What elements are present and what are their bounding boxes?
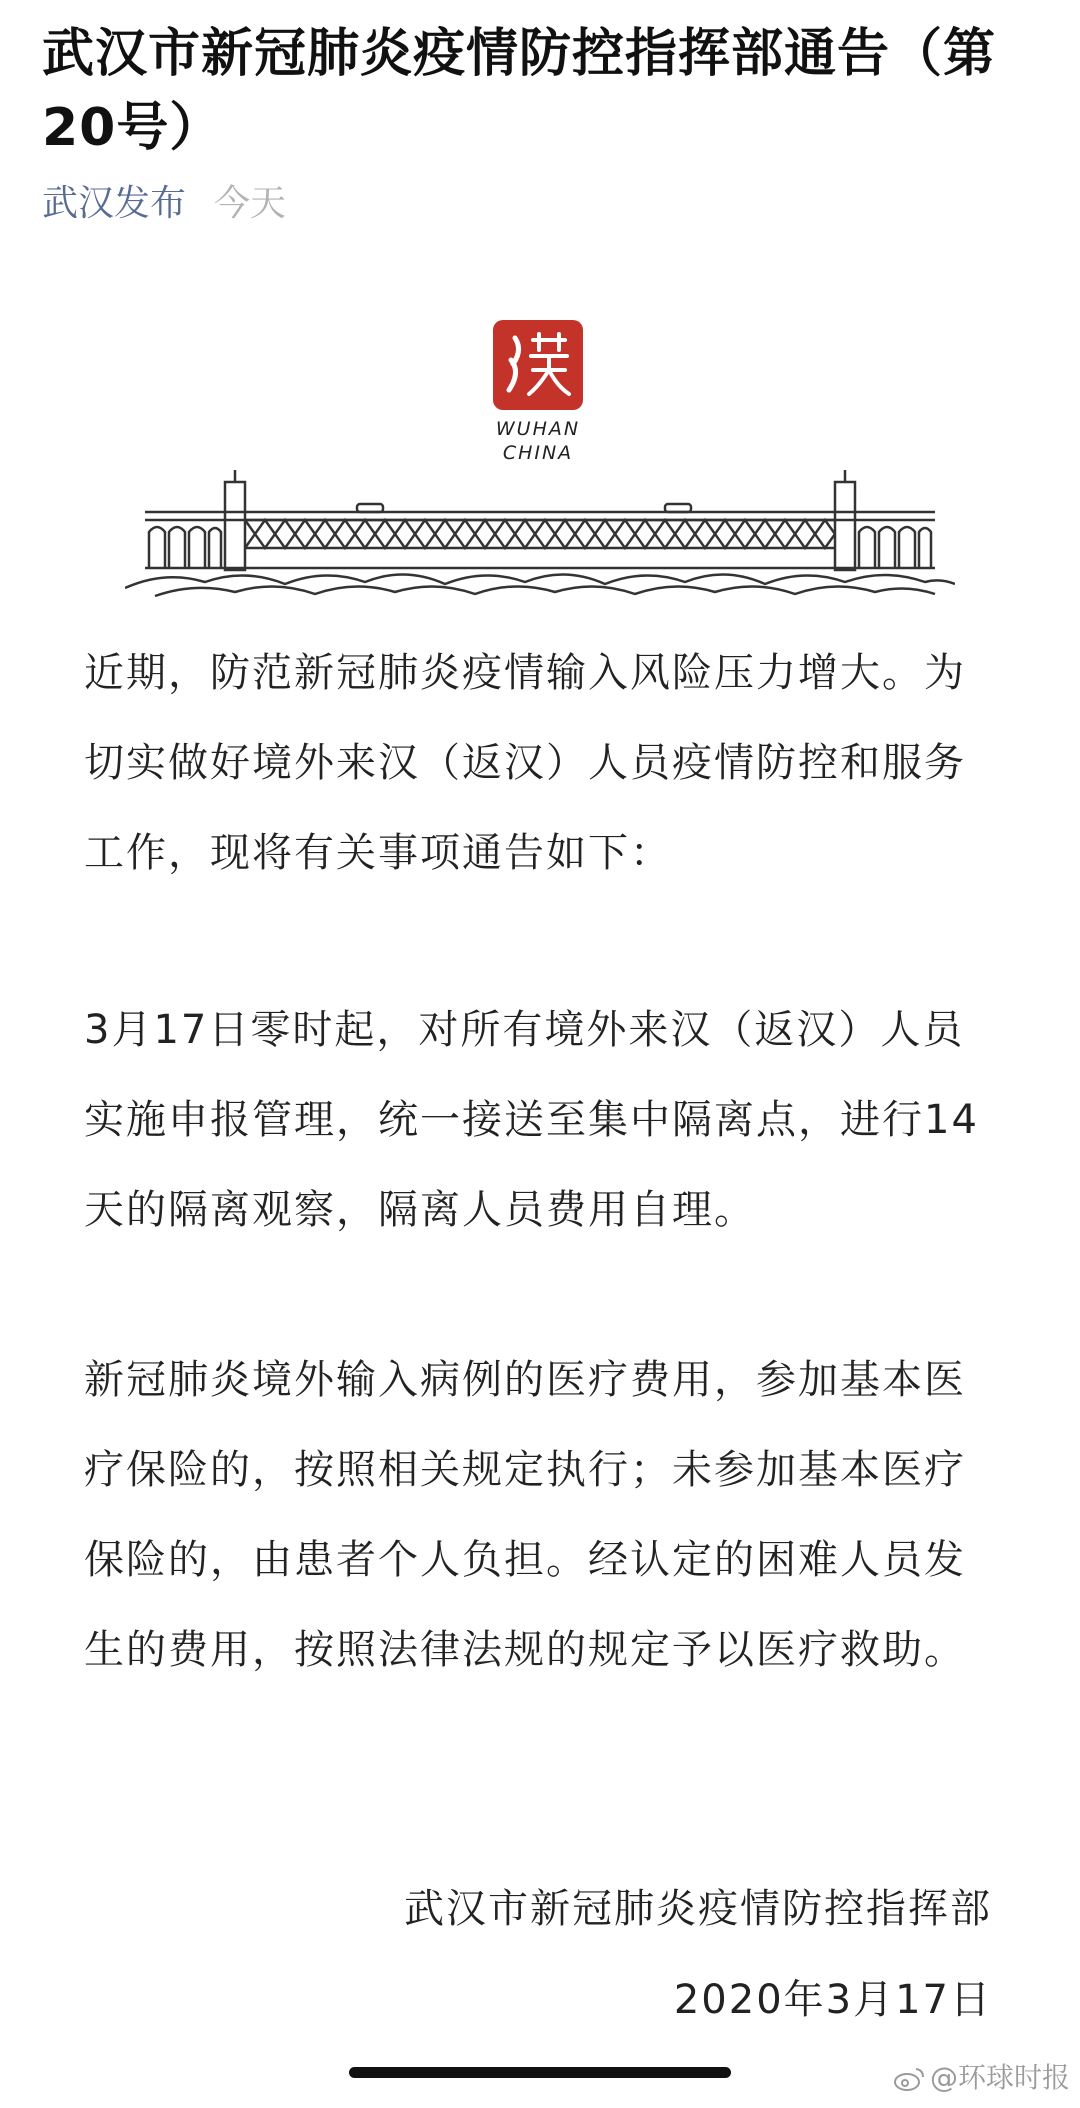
- article-title: 武汉市新冠肺炎疫情防控指挥部通告（第20号）: [42, 23, 997, 158]
- logo-text-wuhan: WUHAN: [495, 418, 581, 440]
- signature-date: 2020年3月17日: [673, 1977, 992, 2023]
- publish-date: 今天: [214, 183, 287, 224]
- bridge-illustration: [125, 460, 955, 600]
- wuhan-logo: [125, 310, 955, 600]
- paragraph-medical-cost: 新冠肺炎境外输入病例的医疗费用，参加基本医疗保险的，按照相关规定执行；未参加基本医疗保险的，由患者个人负担。经认定的困难人员发生的费用，按照法律法规的规定予以医疗救助。: [84, 1357, 966, 1673]
- weibo-icon: [892, 2065, 926, 2093]
- watermark: [892, 2058, 1070, 2098]
- article-meta: [42, 178, 286, 230]
- home-indicator[interactable]: [349, 2067, 731, 2078]
- paragraph-quarantine: 3月17日零时起，对所有境外来汉（返汉）人员实施申报管理，统一接送至集中隔离点，进行14天的隔离观察，隔离人员费用自理。: [84, 1007, 979, 1233]
- watermark-text: @环球时报: [929, 2061, 1070, 2094]
- seal-icon: [493, 320, 583, 410]
- paragraph-intro: 近期，防范新冠肺炎疫情输入风险压力增大。为切实做好境外来汉（返汉）人员疫情防控和服务工作，现将有关事项通告如下：: [84, 650, 966, 876]
- signature-organization: 武汉市新冠肺炎疫情防控指挥部: [404, 1886, 992, 1932]
- source-link[interactable]: 武汉发布: [42, 183, 187, 224]
- logo-text-china: CHINA: [502, 442, 574, 464]
